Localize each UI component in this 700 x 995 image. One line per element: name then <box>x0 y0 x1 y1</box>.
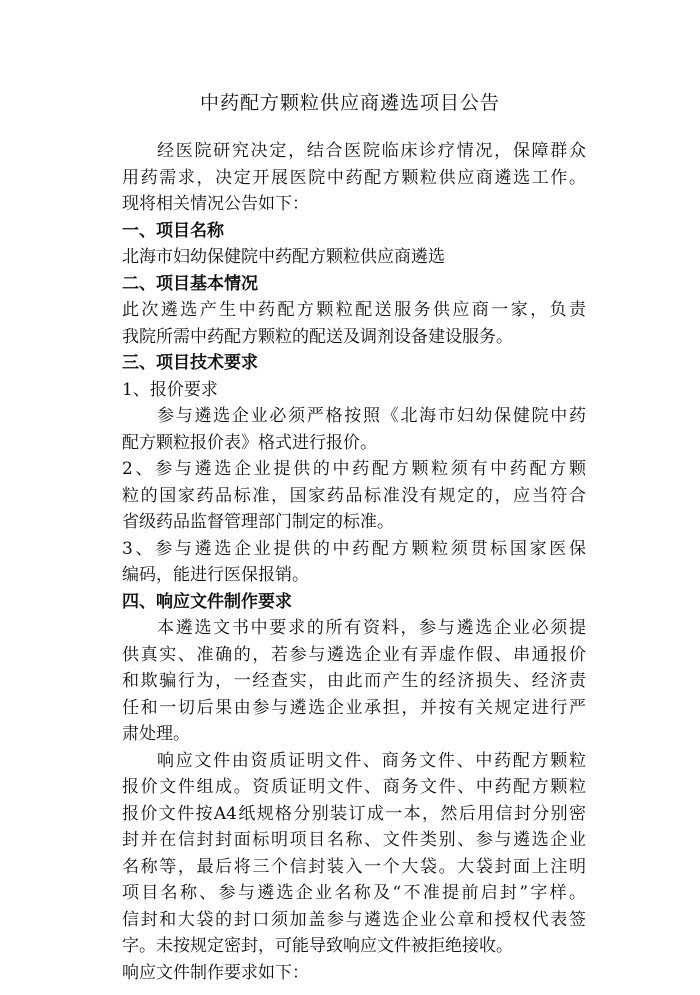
paragraph-line: 配方颗粒报价表》格式进行报价。 <box>122 432 377 453</box>
section-heading: 四、响应文件制作要求 <box>122 591 292 612</box>
paragraph-line: 2、参与遴选企业提供的中药配方颗粒须有中药配方颗 <box>122 459 586 479</box>
paragraph-line: 和欺骗行为，一经查实，由此而产生的经济损失、经济责 <box>122 671 586 691</box>
paragraph-line: 响应文件制作要求如下： <box>122 962 309 983</box>
section-heading: 三、项目技术要求 <box>122 353 258 373</box>
paragraph-line: 报价文件按A4纸规格分别装订成一本，然后用信封分别密 <box>122 803 586 824</box>
paragraph-line: 经医院研究决定，结合医院临床诊疗情况，保障群众 <box>157 141 586 161</box>
paragraph-line: 肃处理。 <box>122 724 190 744</box>
paragraph-line: 3、参与遴选企业提供的中药配方颗粒须贯标国家医保 <box>122 538 586 559</box>
paragraph-line: 用药需求，决定开展医院中药配方颗粒供应商遴选工作。 <box>122 167 586 188</box>
paragraph-line: 任和一切后果由参与遴选企业承担，并按有关规定进行严 <box>122 697 586 718</box>
paragraph-line: 此次遴选产生中药配方颗粒配送服务供应商一家，负责 <box>122 300 586 320</box>
paragraph-line: 1、报价要求 <box>122 379 218 400</box>
section-heading: 一、项目名称 <box>122 220 224 241</box>
paragraph-line: 封并在信封封面标明项目名称、文件类别、参与遴选企业 <box>122 830 586 850</box>
paragraph-line: 报价文件组成。资质证明文件、商务文件、中药配方颗粒 <box>122 777 586 797</box>
paragraph-line: 项目名称、参与遴选企业名称及“不准提前启封”字样。 <box>122 883 586 903</box>
paragraph-line: 编码，能进行医保报销。 <box>122 565 309 585</box>
page-title: 中药配方颗粒供应商遴选项目公告 <box>199 92 500 114</box>
paragraph-line: 参与遴选企业必须严格按照《北海市妇幼保健院中药 <box>157 406 586 426</box>
paragraph-line: 粒的国家药品标准，国家药品标准没有规定的，应当符合 <box>122 485 586 506</box>
paragraph-line: 省级药品监督管理部门制定的标准。 <box>122 512 394 532</box>
paragraph-line: 本遴选文书中要求的所有资料，参与遴选企业必须提 <box>157 618 586 638</box>
paragraph-line: 字。未按规定密封，可能导致响应文件被拒绝接收。 <box>122 936 513 956</box>
paragraph-line: 供真实、准确的，若参与遴选企业有弄虚作假、串通报价 <box>122 644 586 665</box>
paragraph-line: 现将相关情况公告如下： <box>122 194 309 214</box>
paragraph-line: 信封和大袋的封口须加盖参与遴选企业公章和授权代表签 <box>122 909 586 930</box>
paragraph-line: 我院所需中药配方颗粒的配送及调剂设备建设服务。 <box>122 326 513 347</box>
paragraph-line: 名称等，最后将三个信封装入一个大袋。大袋封面上注明 <box>122 856 586 877</box>
paragraph-line: 响应文件由资质证明文件、商务文件、中药配方颗粒 <box>157 750 586 771</box>
paragraph-line: 北海市妇幼保健院中药配方颗粒供应商遴选 <box>122 247 445 267</box>
section-heading: 二、项目基本情况 <box>122 273 258 294</box>
